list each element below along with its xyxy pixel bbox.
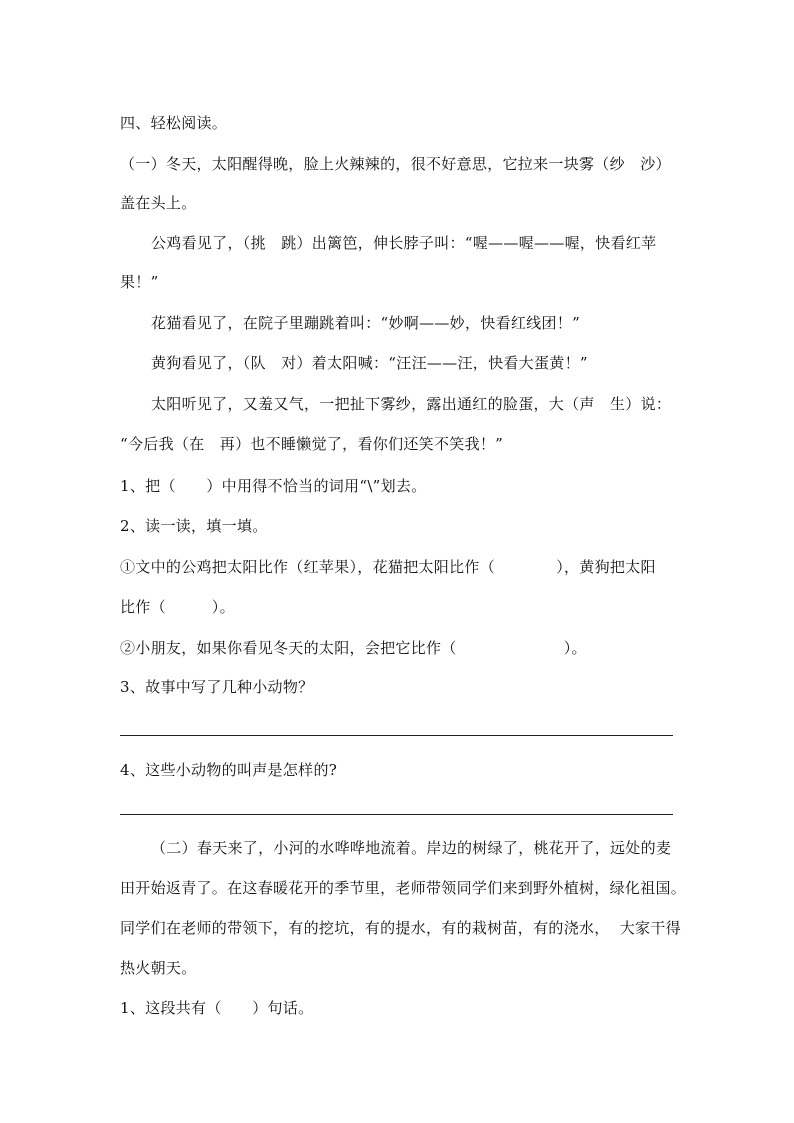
passage-1-line-3: 公鸡看见了，（挑 跳）出篱笆，伸长脖子叫：“喔——喔——喔，快看红苹 <box>151 234 657 252</box>
question-1-2a-line-2: 比作（ ）。 <box>120 598 235 616</box>
question-1-4: 4、这些小动物的叫声是怎样的? <box>120 761 338 779</box>
passage-2-line-2: 田开始返青了。在这春暖花开的季节里，老师带领同学们来到野外植树，绿化祖国。 <box>120 879 687 897</box>
passage-1-line-8: “今后我（在 再）也不睡懒觉了，看你们还笑不笑我！” <box>120 435 504 453</box>
question-1-3: 3、故事中写了几种小动物？ <box>120 678 314 696</box>
passage-2-line-3: 同学们在老师的带领下，有的挖坑，有的提水，有的栽树苗，有的浇水， 大家干得 <box>120 919 681 937</box>
question-1-2: 2、读一读，填一填。 <box>120 517 268 535</box>
passage-1-line-5: 花猫看见了，在院子里蹦跳着叫：“妙啊——妙，快看红线团！” <box>151 314 581 332</box>
section-title: 四、轻松阅读。 <box>120 114 228 132</box>
passage-1-line-2: 盖在头上。 <box>120 194 197 212</box>
passage-1-line-6: 黄狗看见了，（队 对）着太阳喊：“汪汪——汪，快看大蛋黄！” <box>151 354 588 372</box>
question-1-2a-line-1: ①文中的公鸡把太阳比作（红苹果），花猫把太阳比作（ ），黄狗把太阳 <box>120 558 656 576</box>
passage-1-line-4: 果！” <box>120 273 159 291</box>
question-1-2b: ②小朋友，如果你看见冬天的太阳，会把它比作（ ）。 <box>120 639 587 657</box>
question-2-1: 1、这段共有（ ）句话。 <box>120 999 314 1017</box>
passage-1-line-7: 太阳听见了，又羞又气，一把扯下雾纱，露出通红的脸蛋，大（声 生）说： <box>151 395 672 413</box>
passage-2-line-4: 热火朝天。 <box>120 959 197 977</box>
answer-line-1[interactable] <box>120 735 673 736</box>
answer-line-2[interactable] <box>120 814 673 815</box>
question-1-1: 1、把（ ）中用得不恰当的词用“\”划去。 <box>120 477 427 495</box>
passage-2-line-1: （二）春天来了，小河的水哗哗地流着。岸边的树绿了，桃花开了，远处的麦 <box>151 839 672 857</box>
passage-1-line-1: （一）冬天，太阳醒得晚，脸上火辣辣的，很不好意思，它拉来一块雾（纱 沙） <box>120 155 671 173</box>
